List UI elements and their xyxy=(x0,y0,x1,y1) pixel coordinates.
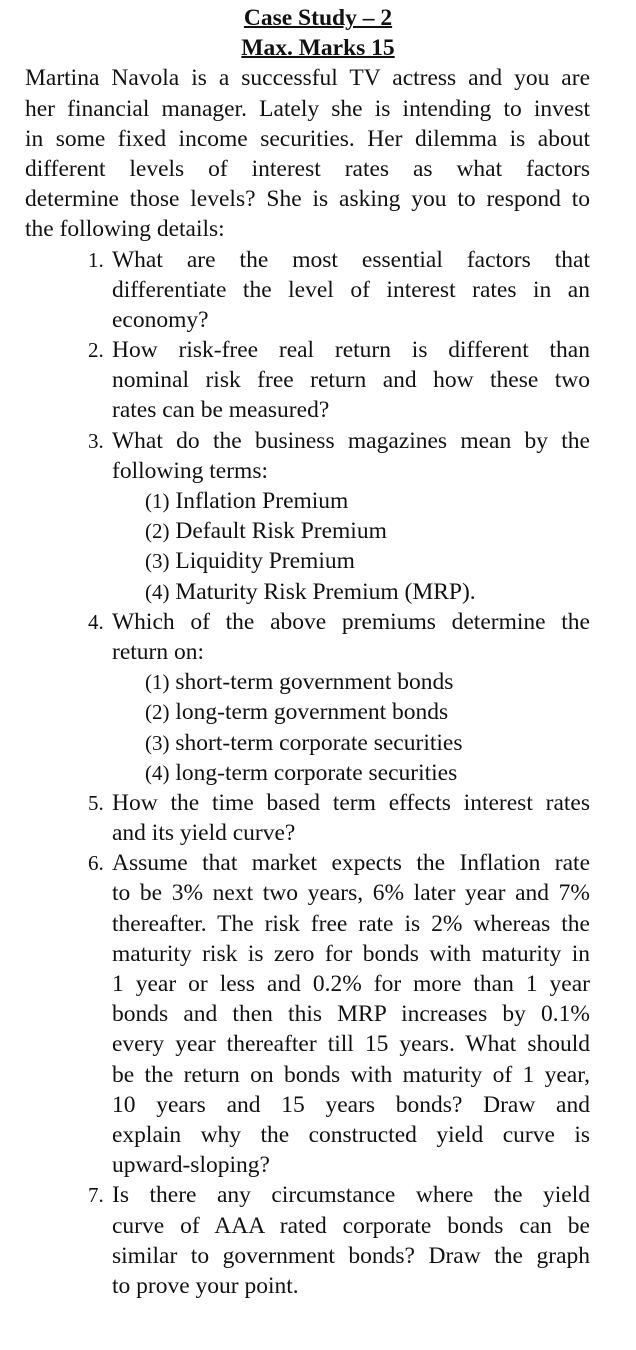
question-line: Assume that market expects the Inflation rate xyxy=(112,850,590,877)
question-line: nominal risk free return and how these two xyxy=(112,367,590,394)
sub-item-number: (1) xyxy=(145,670,170,695)
question-line: curve of AAA rated corporate bonds can be xyxy=(112,1212,590,1239)
question-line: economy? xyxy=(112,306,209,333)
sub-item-number: (4) xyxy=(145,760,170,785)
sub-item-text: Liquidity Premium xyxy=(175,548,355,575)
question-line: bonds and then this MRP increases by 0.1% xyxy=(112,1001,590,1028)
question-number: 3. xyxy=(88,428,104,453)
sub-item xyxy=(145,516,636,546)
intro-line: Martina Navola is a successful TV actress and you are xyxy=(25,65,590,92)
sub-item xyxy=(145,758,636,788)
question-line: and its yield curve? xyxy=(112,820,296,847)
max-marks: Max. Marks 15 xyxy=(241,35,395,62)
question-item xyxy=(0,245,636,336)
question-line: Is there any circumstance where the yield xyxy=(112,1182,590,1209)
question-number: 2. xyxy=(88,338,104,363)
sub-item xyxy=(145,546,636,576)
sub-item xyxy=(145,667,636,697)
question-line: What do the business magazines mean by the xyxy=(112,427,590,454)
question-line: return on: xyxy=(112,638,205,665)
question-line: differentiate the level of interest rates in an xyxy=(112,276,590,303)
question-line: Which of the above premiums determine the xyxy=(112,608,590,635)
sub-item-list xyxy=(0,486,636,607)
intro-line: determine those levels? She is asking you to respond to xyxy=(25,186,590,213)
intro-line: different levels of interest rates as what factors xyxy=(25,155,590,182)
question-list xyxy=(0,245,636,1302)
question-number: 6. xyxy=(88,851,104,876)
sub-item-number: (1) xyxy=(145,489,170,513)
question-item xyxy=(0,848,636,1180)
sub-item-list xyxy=(0,667,636,788)
sub-item-text: long-term corporate securities xyxy=(175,759,458,786)
sub-item-text: long-term government bonds xyxy=(175,699,449,726)
intro-line: in some fixed income securities. Her dilemma is about xyxy=(25,125,590,152)
question-line: What are the most essential factors that xyxy=(112,246,590,273)
question-line: 10 years and 15 years bonds? Draw and xyxy=(112,1091,590,1118)
intro-line: the following details: xyxy=(25,216,225,243)
intro-line: her financial manager. Lately she is intending to invest xyxy=(25,95,590,122)
question-line: thereafter. The risk free rate is 2% whereas the xyxy=(112,910,590,937)
sub-item-number: (2) xyxy=(145,519,170,544)
sub-item-number: (3) xyxy=(145,549,170,574)
question-item xyxy=(0,335,636,426)
question-number: 4. xyxy=(88,609,104,634)
sub-item-text: short-term corporate securities xyxy=(175,729,463,756)
question-line: every year thereafter till 15 years. What should xyxy=(112,1031,590,1058)
question-item xyxy=(0,788,636,848)
sub-item-text: short-term government bonds xyxy=(175,669,454,696)
question-line: upward-sloping? xyxy=(112,1152,270,1179)
intro-paragraph xyxy=(0,63,636,244)
question-line: rates can be measured? xyxy=(112,397,330,424)
question-line: following terms: xyxy=(112,457,268,484)
question-number: 7. xyxy=(88,1183,104,1208)
question-line: be the return on bonds with maturity of 1 year, xyxy=(112,1061,590,1088)
sub-item xyxy=(145,486,636,516)
sub-item-number: (2) xyxy=(145,700,170,725)
question-number: 5. xyxy=(88,790,104,815)
sub-item-number: (3) xyxy=(145,730,170,755)
sub-item xyxy=(145,577,636,607)
question-line: similar to government bonds? Draw the graph xyxy=(112,1242,590,1269)
question-line: How risk-free real return is different than xyxy=(112,337,590,364)
question-line: to prove your point. xyxy=(112,1272,299,1299)
question-item xyxy=(0,1180,636,1301)
question-line: 1 year or less and 0.2% for more than 1 year xyxy=(112,971,590,997)
case-study-title: Case Study – 2 xyxy=(243,5,393,31)
question-item xyxy=(0,607,636,788)
question-number: 1. xyxy=(88,247,104,272)
question-item xyxy=(0,426,636,607)
question-line: explain why the constructed yield curve is xyxy=(112,1121,590,1148)
question-line: to be 3% next two years, 6% later year and 7% xyxy=(112,880,590,907)
sub-item-text: Default Risk Premium xyxy=(175,518,387,545)
sub-item-text: Maturity Risk Premium (MRP). xyxy=(175,578,476,605)
sub-item-number: (4) xyxy=(145,579,170,604)
question-line: maturity risk is zero for bonds with maturity in xyxy=(112,940,590,967)
sub-item xyxy=(145,697,636,727)
sub-item xyxy=(145,728,636,758)
question-line: How the time based term effects interest rates xyxy=(112,789,590,816)
sub-item-text: Inflation Premium xyxy=(175,488,349,514)
